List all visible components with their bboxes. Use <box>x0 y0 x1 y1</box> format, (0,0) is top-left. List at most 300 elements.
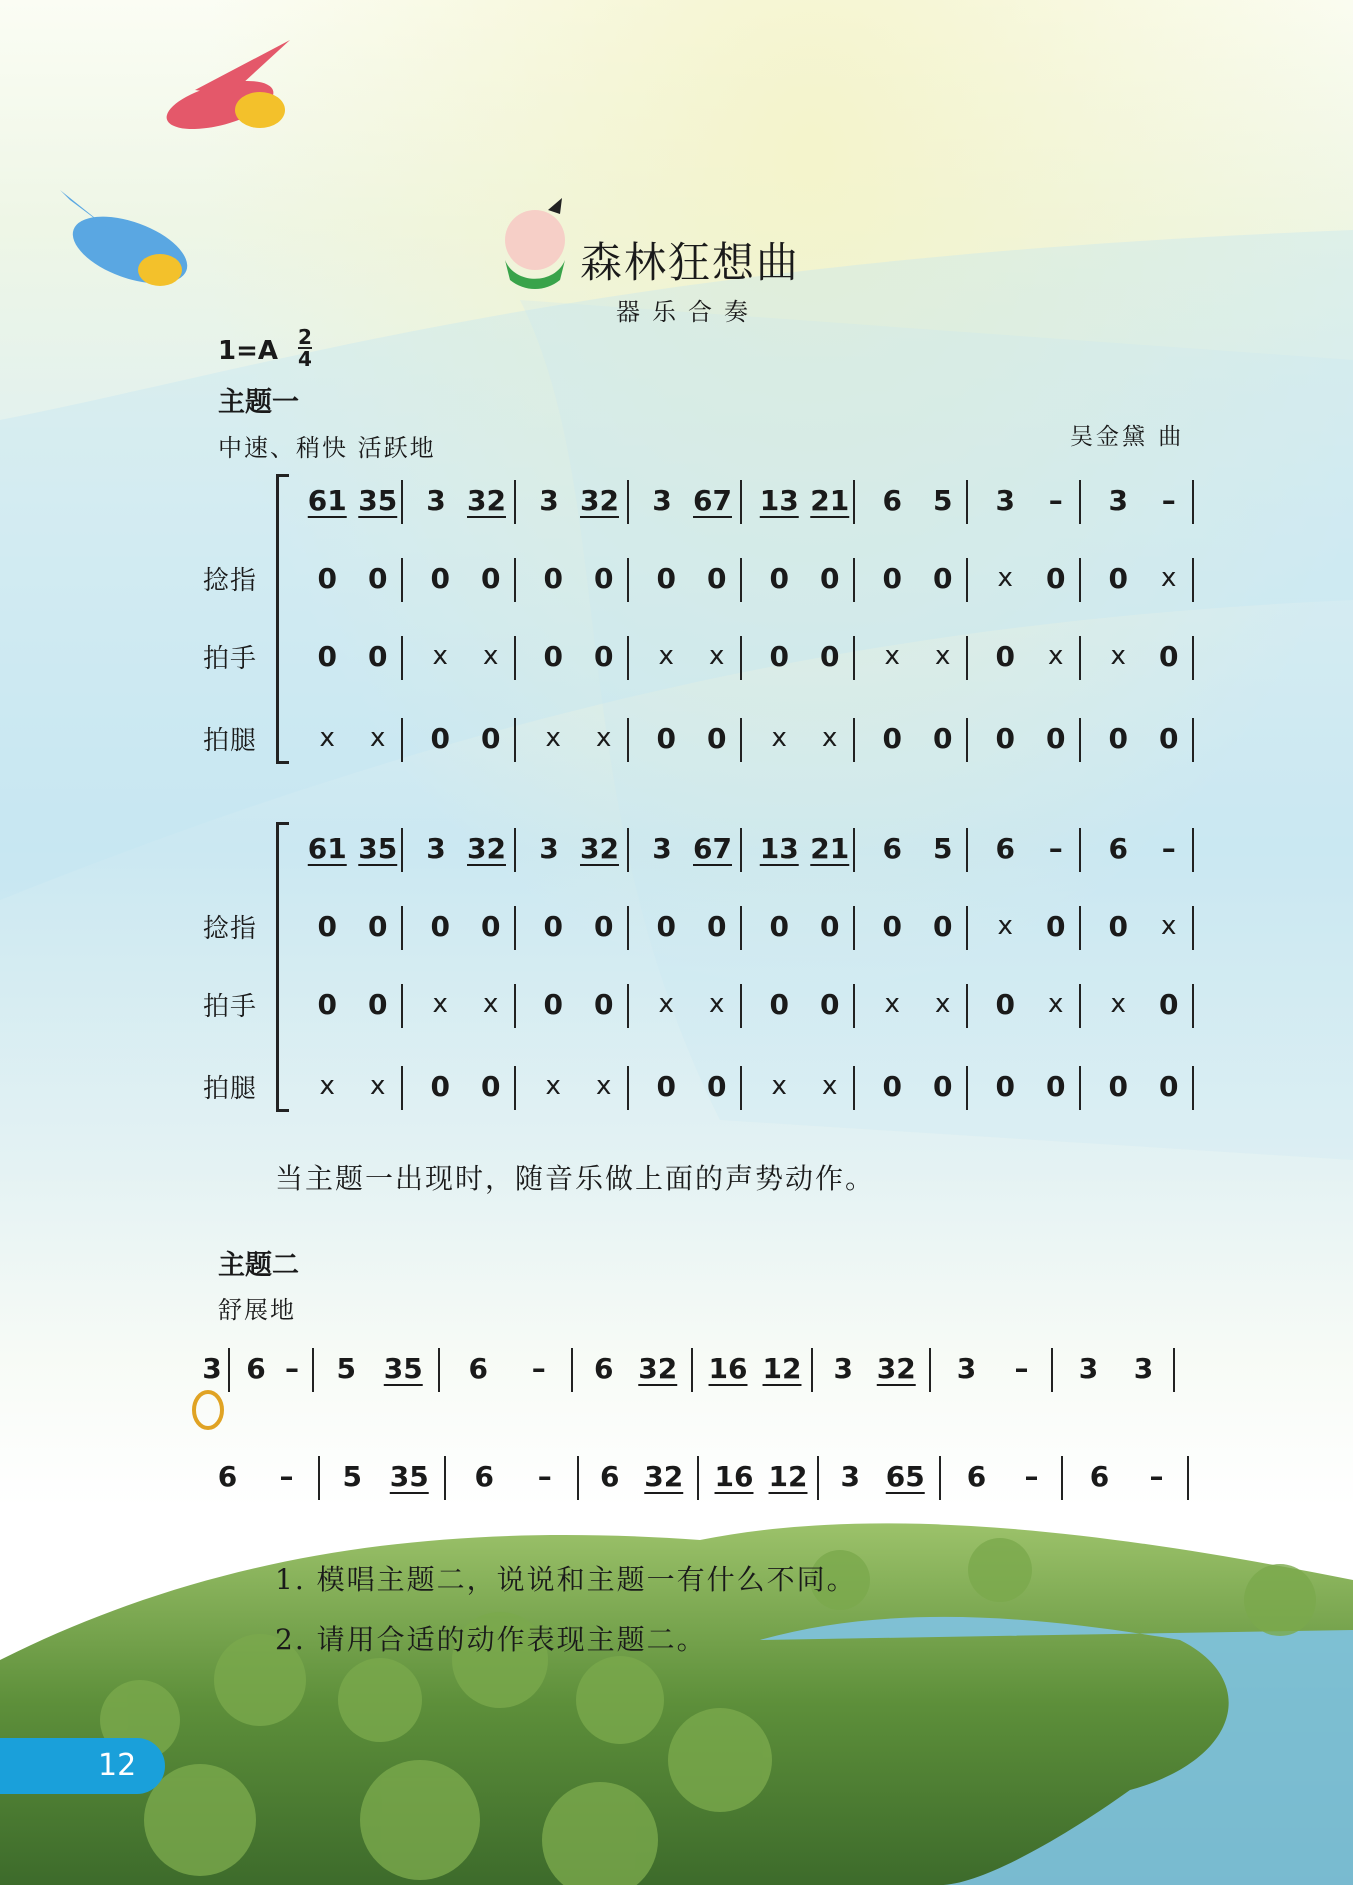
measure <box>635 480 748 520</box>
measure <box>522 480 635 520</box>
bar-line <box>514 558 516 602</box>
bar-line <box>853 558 855 602</box>
bar-line <box>1079 1066 1081 1110</box>
note-token: 0 <box>368 909 388 943</box>
note-token: 3 <box>539 483 559 517</box>
bar-line <box>514 718 516 762</box>
note-token: 0 <box>1159 1069 1179 1103</box>
note-token: x <box>370 723 386 753</box>
note-token: 0 <box>317 909 337 943</box>
note-token: x <box>370 1071 386 1101</box>
note-token: 61 <box>307 831 347 865</box>
note-token: 6 <box>882 831 902 865</box>
measure <box>748 558 861 598</box>
note-token: 0 <box>995 639 1015 673</box>
note-token: 0 <box>317 561 337 595</box>
measure <box>522 1066 635 1106</box>
measure <box>296 480 409 520</box>
bar-line <box>966 558 968 602</box>
note-token: x <box>771 1071 787 1101</box>
note-token: x <box>1048 989 1064 1019</box>
measure <box>409 558 522 598</box>
note-token: – <box>531 1351 546 1385</box>
note-token: 3 <box>1078 1351 1099 1385</box>
note-token: 0 <box>933 909 953 943</box>
note-token: 6 <box>246 1351 266 1385</box>
bar-line <box>438 1348 440 1392</box>
note-token: 0 <box>933 1069 953 1103</box>
measure <box>701 1456 821 1496</box>
measure <box>974 636 1087 676</box>
bar-line <box>1192 718 1194 762</box>
note-token: 6 <box>1108 831 1128 865</box>
bar-line <box>1079 828 1081 872</box>
note-token: 0 <box>707 1069 727 1103</box>
note-token: – <box>285 1351 299 1385</box>
song-title: 森林狂想曲 <box>580 238 801 287</box>
measure <box>448 1456 581 1496</box>
measure <box>748 636 861 676</box>
bar-line <box>691 1348 693 1392</box>
bar-line <box>401 718 403 762</box>
note-token: – <box>1048 483 1063 517</box>
note-token: 0 <box>430 1069 450 1103</box>
bar-line <box>228 1348 230 1392</box>
theme1-tempo: 中速、稍快 活跃地 <box>218 434 436 462</box>
note-token: x <box>545 1071 561 1101</box>
measure <box>1087 480 1200 520</box>
part-label: 捻指 <box>203 914 258 944</box>
measure <box>296 828 409 868</box>
note-token: 0 <box>594 987 614 1021</box>
note-token: 0 <box>656 561 676 595</box>
bar-line <box>401 558 403 602</box>
measure <box>1087 984 1200 1024</box>
measure <box>974 906 1087 946</box>
bar-line <box>401 480 403 524</box>
measure <box>974 480 1087 520</box>
note-token: 5 <box>933 483 953 517</box>
note-token: 0 <box>1108 909 1128 943</box>
measure <box>821 1456 943 1496</box>
bar-line <box>853 906 855 950</box>
note-token: – <box>1014 1351 1029 1385</box>
note-token: x <box>997 911 1013 941</box>
theme2-label: 主题二 <box>218 1250 299 1281</box>
note-token: 0 <box>882 721 902 755</box>
measure <box>635 828 748 868</box>
note-token: 0 <box>543 639 563 673</box>
bar-line <box>1192 828 1194 872</box>
note-token: 6 <box>474 1459 494 1493</box>
note-token: 5 <box>933 831 953 865</box>
bar-line <box>966 636 968 680</box>
bar-line <box>966 906 968 950</box>
measure <box>861 558 974 598</box>
note-token: 0 <box>769 561 789 595</box>
bar-line <box>929 1348 931 1392</box>
question-1: 1. 模唱主题二，说说和主题一有什么不同。 <box>275 1563 857 1596</box>
measure <box>442 1348 575 1388</box>
note-token: 0 <box>769 639 789 673</box>
note-token: 13 <box>759 831 799 865</box>
note-token: 61 <box>307 483 347 517</box>
note-token: 32 <box>638 1351 678 1385</box>
bar-line <box>740 828 742 872</box>
note-token: x <box>483 641 499 671</box>
measure <box>581 1456 701 1496</box>
bar-line <box>1192 480 1194 524</box>
measure <box>409 984 522 1024</box>
measure <box>748 984 861 1024</box>
note-token: 0 <box>707 909 727 943</box>
score-row-thigh <box>0 1066 1353 1106</box>
note-token: 0 <box>594 561 614 595</box>
bar-line <box>401 906 403 950</box>
note-token: 5 <box>336 1351 356 1385</box>
bar-line <box>627 984 629 1028</box>
bar-line <box>318 1456 320 1500</box>
measure <box>1065 1456 1191 1496</box>
note-token: – <box>537 1459 552 1493</box>
note-token: 35 <box>358 831 398 865</box>
note-token: x <box>658 989 674 1019</box>
measure <box>861 1066 974 1106</box>
note-token: 0 <box>543 987 563 1021</box>
note-token: 0 <box>1159 987 1179 1021</box>
note-token: 0 <box>594 909 614 943</box>
note-token: x <box>884 989 900 1019</box>
measure <box>296 636 409 676</box>
note-token: 0 <box>317 639 337 673</box>
note-token: x <box>822 723 838 753</box>
bar-line <box>1187 1456 1189 1500</box>
note-token: 16 <box>714 1459 754 1493</box>
bar-line <box>811 1348 813 1392</box>
measure <box>635 718 748 758</box>
bar-line <box>853 636 855 680</box>
bar-line <box>514 480 516 524</box>
bar-line <box>1079 984 1081 1028</box>
measure <box>409 718 522 758</box>
bar-line <box>1079 480 1081 524</box>
note-token: – <box>279 1459 294 1493</box>
note-token: 32 <box>876 1351 916 1385</box>
score-row-melody <box>0 480 1353 520</box>
note-token: 3 <box>426 831 446 865</box>
song-subtitle: 器乐合奏 <box>616 298 760 326</box>
note-token: 0 <box>820 909 840 943</box>
note-token: x <box>432 641 448 671</box>
measure <box>635 1066 748 1106</box>
note-token: x <box>319 723 335 753</box>
note-token: 6 <box>1089 1459 1110 1493</box>
bar-line <box>401 984 403 1028</box>
bar-line <box>740 1066 742 1110</box>
note-token: 3 <box>652 831 672 865</box>
note-token: 35 <box>383 1351 423 1385</box>
measure <box>409 480 522 520</box>
note-token: – <box>1048 831 1063 865</box>
note-token: 6 <box>594 1351 614 1385</box>
note-token: 6 <box>468 1351 488 1385</box>
bar-line <box>1079 906 1081 950</box>
note-token: 0 <box>1046 1069 1066 1103</box>
part-label: 拍手 <box>203 992 258 1022</box>
bar-line <box>627 828 629 872</box>
theme1-label: 主题一 <box>218 387 299 418</box>
note-token: 3 <box>995 483 1015 517</box>
note-token: 0 <box>882 1069 902 1103</box>
bar-line <box>514 906 516 950</box>
measure <box>296 906 409 946</box>
note-token: 0 <box>481 909 501 943</box>
note-token: 0 <box>769 987 789 1021</box>
measure <box>635 636 748 676</box>
theme2-row <box>0 1456 1353 1496</box>
note-token: x <box>483 989 499 1019</box>
note-token: 35 <box>358 483 398 517</box>
note-token: 12 <box>768 1459 808 1493</box>
bar-line <box>853 984 855 1028</box>
note-token: 32 <box>580 831 619 865</box>
note-token: x <box>432 989 448 1019</box>
score-row-finger <box>0 906 1353 946</box>
note-token: x <box>997 563 1013 593</box>
note-token: 3 <box>956 1351 977 1385</box>
note-token: 0 <box>882 561 902 595</box>
bar-line <box>966 984 968 1028</box>
note-token: 67 <box>693 831 732 865</box>
note-token: x <box>545 723 561 753</box>
note-token: 0 <box>656 909 676 943</box>
note-token: 0 <box>1046 561 1066 595</box>
note-token: 3 <box>539 831 559 865</box>
measure <box>974 718 1087 758</box>
bar-line <box>627 480 629 524</box>
measure <box>748 828 861 868</box>
note-token: 0 <box>543 909 563 943</box>
bar-line <box>1173 1348 1175 1392</box>
note-token: 0 <box>995 721 1015 755</box>
note-token: 35 <box>389 1459 429 1493</box>
note-token: x <box>771 723 787 753</box>
bar-line <box>514 1066 516 1110</box>
bar-line <box>514 828 516 872</box>
time-signature: 2 4 <box>298 325 312 371</box>
bar-line <box>312 1348 314 1392</box>
note-token: 0 <box>656 1069 676 1103</box>
measure <box>296 984 409 1024</box>
bar-line <box>740 558 742 602</box>
measure <box>748 718 861 758</box>
measure <box>409 906 522 946</box>
bar-line <box>627 906 629 950</box>
note-token: 0 <box>820 987 840 1021</box>
note-token: x <box>319 1071 335 1101</box>
bar-line <box>401 636 403 680</box>
note-token: 6 <box>217 1459 238 1493</box>
bar-line <box>1192 906 1194 950</box>
note-token: 0 <box>820 561 840 595</box>
note-token: x <box>596 1071 612 1101</box>
bar-line <box>571 1348 573 1392</box>
measure <box>522 906 635 946</box>
bar-line <box>966 1066 968 1110</box>
note-token: x <box>1161 911 1177 941</box>
measure <box>575 1348 695 1388</box>
score-row-thigh <box>0 718 1353 758</box>
note-token: – <box>1024 1459 1039 1493</box>
measure <box>974 828 1087 868</box>
note-token: 0 <box>933 721 953 755</box>
page-number: 12 <box>98 1748 137 1783</box>
score-row-clap <box>0 984 1353 1024</box>
note-token: x <box>822 1071 838 1101</box>
note-token: 0 <box>707 721 727 755</box>
note-token: 6 <box>966 1459 987 1493</box>
note-token: 65 <box>885 1459 925 1493</box>
measure <box>522 984 635 1024</box>
note-token: 3 <box>1133 1351 1154 1385</box>
bar-line <box>1192 558 1194 602</box>
note-token: x <box>1048 641 1064 671</box>
measure <box>1087 718 1200 758</box>
note-token: 0 <box>430 721 450 755</box>
note-token: 0 <box>368 561 388 595</box>
bar-line <box>1192 984 1194 1028</box>
bar-line <box>853 1066 855 1110</box>
note-token: 21 <box>810 831 850 865</box>
bar-line <box>1079 718 1081 762</box>
measure <box>192 1348 232 1388</box>
page-tab <box>0 1738 165 1794</box>
bar-line <box>939 1456 941 1500</box>
measure <box>861 906 974 946</box>
note-token: 6 <box>995 831 1015 865</box>
bar-line <box>853 480 855 524</box>
note-token: 0 <box>317 987 337 1021</box>
theme2-row <box>0 1348 1353 1388</box>
note-token: 32 <box>580 483 619 517</box>
bar-line <box>966 480 968 524</box>
measure <box>522 828 635 868</box>
note-token: 0 <box>1159 721 1179 755</box>
bar-line <box>740 984 742 1028</box>
bar-line <box>514 636 516 680</box>
note-token: x <box>1161 563 1177 593</box>
note-token: x <box>884 641 900 671</box>
bar-line <box>627 1066 629 1110</box>
bar-line <box>853 828 855 872</box>
bar-line <box>627 636 629 680</box>
measure <box>748 1066 861 1106</box>
note-token: 32 <box>467 483 506 517</box>
note-token: 0 <box>933 561 953 595</box>
note-token: 0 <box>1159 639 1179 673</box>
measure <box>943 1456 1065 1496</box>
theme2-tempo: 舒展地 <box>218 1296 296 1324</box>
measure <box>1087 558 1200 598</box>
note-token: 3 <box>840 1459 860 1493</box>
note-token: 3 <box>652 483 672 517</box>
bar-line <box>577 1456 579 1500</box>
measure <box>409 1066 522 1106</box>
note-token: 0 <box>430 909 450 943</box>
theme1-instruction: 当主题一出现时，随音乐做上面的声势动作。 <box>275 1162 876 1195</box>
note-token: 0 <box>995 1069 1015 1103</box>
note-token: x <box>1110 641 1126 671</box>
bar-line <box>697 1456 699 1500</box>
bar-line <box>817 1456 819 1500</box>
bar-line <box>740 636 742 680</box>
measure <box>522 718 635 758</box>
note-token: 0 <box>1108 721 1128 755</box>
note-token: 3 <box>202 1351 222 1385</box>
bar-line <box>401 828 403 872</box>
bar-line <box>1079 636 1081 680</box>
bar-line <box>1192 636 1194 680</box>
measure <box>861 718 974 758</box>
measure <box>322 1456 448 1496</box>
measure <box>192 1456 322 1496</box>
bar-line <box>1079 558 1081 602</box>
measure <box>296 558 409 598</box>
note-token: 67 <box>693 483 732 517</box>
bar-line <box>966 718 968 762</box>
note-token: 0 <box>481 1069 501 1103</box>
measure <box>861 480 974 520</box>
note-token: 0 <box>769 909 789 943</box>
note-token: 0 <box>594 639 614 673</box>
measure <box>695 1348 815 1388</box>
part-label: 捻指 <box>203 566 258 596</box>
measure <box>974 558 1087 598</box>
measure <box>861 828 974 868</box>
bar-line <box>1051 1348 1053 1392</box>
note-token: 0 <box>543 561 563 595</box>
measure <box>232 1348 316 1388</box>
note-token: – <box>1149 1459 1164 1493</box>
part-label: 拍手 <box>203 644 258 674</box>
note-token: 0 <box>430 561 450 595</box>
note-token: 0 <box>707 561 727 595</box>
note-token: 3 <box>426 483 446 517</box>
note-token: 0 <box>1046 721 1066 755</box>
note-token: 3 <box>833 1351 853 1385</box>
note-token: 0 <box>995 987 1015 1021</box>
bar-line <box>966 828 968 872</box>
score-row-clap <box>0 636 1353 676</box>
note-token: 6 <box>882 483 902 517</box>
note-token: x <box>596 723 612 753</box>
bar-line <box>401 1066 403 1110</box>
note-token: 0 <box>1046 909 1066 943</box>
measure <box>974 984 1087 1024</box>
bar-line <box>1192 1066 1194 1110</box>
measure <box>409 636 522 676</box>
score-row-finger <box>0 558 1353 598</box>
bar-line <box>853 718 855 762</box>
note-token: 16 <box>708 1351 748 1385</box>
measure <box>316 1348 442 1388</box>
measure <box>815 1348 933 1388</box>
note-token: x <box>658 641 674 671</box>
measure <box>1087 636 1200 676</box>
part-label: 拍腿 <box>203 1074 258 1104</box>
measure <box>933 1348 1055 1388</box>
measure <box>296 718 409 758</box>
